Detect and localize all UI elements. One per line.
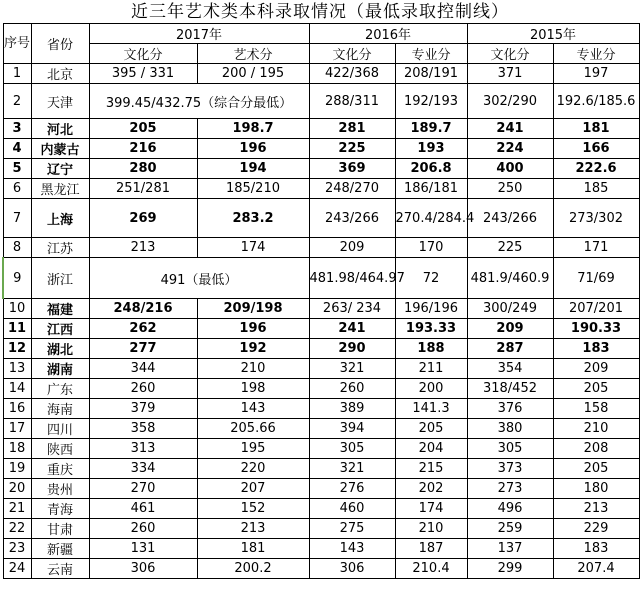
cell-2015-major: 205 xyxy=(553,459,639,479)
table-row xyxy=(3,319,639,339)
cell-2015-major: 205 xyxy=(553,379,639,399)
table-row xyxy=(3,519,639,539)
cell-2016-major: 210.4 xyxy=(395,559,467,579)
cell-province: 陕西 xyxy=(31,439,89,459)
cell-2017-culture: 131 xyxy=(89,539,197,559)
cell-2016-major: 193.33 xyxy=(395,319,467,339)
cell-no: 2 xyxy=(3,84,31,119)
table-row xyxy=(3,139,639,159)
cell-2017-art: 198.7 xyxy=(197,119,309,139)
cell-2015-major: 207/201 xyxy=(553,299,639,319)
cell-2016-culture: 321 xyxy=(309,459,395,479)
cell-2016-major: 187 xyxy=(395,539,467,559)
cell-province: 河北 xyxy=(31,119,89,139)
cell-2016-major: 205 xyxy=(395,419,467,439)
cell-2015-major: 166 xyxy=(553,139,639,159)
cell-province: 浙江 xyxy=(31,258,89,299)
cell-2017-culture: 379 xyxy=(89,399,197,419)
cell-2015-major: 229 xyxy=(553,519,639,539)
cell-2017-culture: 461 xyxy=(89,499,197,519)
cell-2015-major: 158 xyxy=(553,399,639,419)
cell-2015-culture: 241 xyxy=(467,119,553,139)
cell-2017-art: 185/210 xyxy=(197,179,309,199)
cell-no: 20 xyxy=(3,479,31,499)
table-title: 近三年艺术类本科录取情况（最低录取控制线） xyxy=(131,2,509,22)
cell-2015-major: 180 xyxy=(553,479,639,499)
cell-2015-culture: 354 xyxy=(467,359,553,379)
cell-2016-culture: 243/266 xyxy=(309,199,395,238)
cell-2017-art: 152 xyxy=(197,499,309,519)
cell-2015-culture: 273 xyxy=(467,479,553,499)
cell-2016-major: 186/181 xyxy=(395,179,467,199)
cell-2016-major: 204 xyxy=(395,439,467,459)
cell-2015-culture: 318/452 xyxy=(467,379,553,399)
cell-2016-major: 208/191 xyxy=(395,64,467,84)
cell-no: 17 xyxy=(3,419,31,439)
cell-2016-major: 188 xyxy=(395,339,467,359)
header-seq: 序号 xyxy=(3,24,31,64)
table-row xyxy=(3,258,639,299)
cell-2017-art: 198 xyxy=(197,379,309,399)
cell-2017-combined: 399.45/432.75（综合分最低） xyxy=(89,84,309,119)
cell-2015-major: 190.33 xyxy=(553,319,639,339)
cell-province: 四川 xyxy=(31,419,89,439)
cell-2015-major: 222.6 xyxy=(553,159,639,179)
cell-2016-culture: 281 xyxy=(309,119,395,139)
cell-2016-major: 196/196 xyxy=(395,299,467,319)
cell-2016-culture: 276 xyxy=(309,479,395,499)
cell-province: 辽宁 xyxy=(31,159,89,179)
header-2016: 2016年 xyxy=(309,24,467,44)
cell-2017-culture: 260 xyxy=(89,379,197,399)
cell-2017-art: 283.2 xyxy=(197,199,309,238)
cell-province: 云南 xyxy=(31,559,89,579)
cell-2017-culture: 269 xyxy=(89,199,197,238)
cell-2016-major: 270.4/284.4 xyxy=(395,199,467,238)
cell-2016-major: 211 xyxy=(395,359,467,379)
cell-2015-culture: 400 xyxy=(467,159,553,179)
table-row xyxy=(3,159,639,179)
table-row xyxy=(3,399,639,419)
table-row xyxy=(3,419,639,439)
cell-2015-major: 181 xyxy=(553,119,639,139)
cell-no: 12 xyxy=(3,339,31,359)
table-row xyxy=(3,479,639,499)
cell-2017-art: 195 xyxy=(197,439,309,459)
cell-no: 8 xyxy=(3,238,31,258)
cell-2015-major: 183 xyxy=(553,339,639,359)
cell-2017-culture: 260 xyxy=(89,519,197,539)
cell-2017-culture: 358 xyxy=(89,419,197,439)
cell-2016-culture: 394 xyxy=(309,419,395,439)
cell-province: 重庆 xyxy=(31,459,89,479)
cell-province: 福建 xyxy=(31,299,89,319)
cell-2017-art: 196 xyxy=(197,139,309,159)
cell-2017-culture: 216 xyxy=(89,139,197,159)
cell-2017-art: 213 xyxy=(197,519,309,539)
cell-province: 广东 xyxy=(31,379,89,399)
cell-no: 24 xyxy=(3,559,31,579)
cell-2017-art: 143 xyxy=(197,399,309,419)
header-province: 省份 xyxy=(31,24,89,64)
cell-2015-culture: 224 xyxy=(467,139,553,159)
table-row xyxy=(3,379,639,399)
cell-2016-major: 189.7 xyxy=(395,119,467,139)
cell-2017-culture: 280 xyxy=(89,159,197,179)
cell-no: 6 xyxy=(3,179,31,199)
cell-2016-culture: 143 xyxy=(309,539,395,559)
cell-2016-culture: 389 xyxy=(309,399,395,419)
cell-2016-culture: 290 xyxy=(309,339,395,359)
cell-2015-culture: 209 xyxy=(467,319,553,339)
cell-2017-culture: 313 xyxy=(89,439,197,459)
cell-2016-culture: 481.98/464.97 xyxy=(309,258,395,299)
cell-2015-major: 197 xyxy=(553,64,639,84)
cell-2016-major: 206.8 xyxy=(395,159,467,179)
admission-table xyxy=(2,23,640,579)
cell-2015-culture: 137 xyxy=(467,539,553,559)
cell-2017-art: 174 xyxy=(197,238,309,258)
cell-province: 新疆 xyxy=(31,539,89,559)
cell-2016-major: 170 xyxy=(395,238,467,258)
cell-2016-culture: 225 xyxy=(309,139,395,159)
cell-2015-culture: 496 xyxy=(467,499,553,519)
cell-2017-culture: 270 xyxy=(89,479,197,499)
cell-2015-culture: 373 xyxy=(467,459,553,479)
cell-2016-major: 193 xyxy=(395,139,467,159)
cell-2015-culture: 380 xyxy=(467,419,553,439)
cell-province: 江西 xyxy=(31,319,89,339)
cell-2017-culture: 248/216 xyxy=(89,299,197,319)
cell-2016-major: 72 xyxy=(395,258,467,299)
table-row xyxy=(3,64,639,84)
cell-2015-culture: 299 xyxy=(467,559,553,579)
cell-2016-culture: 275 xyxy=(309,519,395,539)
table-row xyxy=(3,559,639,579)
cell-2015-major: 210 xyxy=(553,419,639,439)
table-row xyxy=(3,539,639,559)
cell-2016-culture: 369 xyxy=(309,159,395,179)
cell-province: 内蒙古 xyxy=(31,139,89,159)
cell-2015-culture: 371 xyxy=(467,64,553,84)
cell-2015-major: 71/69 xyxy=(553,258,639,299)
cell-province: 贵州 xyxy=(31,479,89,499)
cell-2015-major: 171 xyxy=(553,238,639,258)
cell-province: 天津 xyxy=(31,84,89,119)
cell-no: 13 xyxy=(3,359,31,379)
cell-2016-major: 202 xyxy=(395,479,467,499)
cell-province: 甘肃 xyxy=(31,519,89,539)
cell-2016-major: 200 xyxy=(395,379,467,399)
cell-2015-culture: 287 xyxy=(467,339,553,359)
cell-province: 湖南 xyxy=(31,359,89,379)
cell-2017-culture: 262 xyxy=(89,319,197,339)
cell-2016-culture: 248/270 xyxy=(309,179,395,199)
cell-no: 23 xyxy=(3,539,31,559)
cell-2017-art: 200 / 195 xyxy=(197,64,309,84)
cell-2015-major: 273/302 xyxy=(553,199,639,238)
cell-2015-major: 207.4 xyxy=(553,559,639,579)
cell-2016-culture: 422/368 xyxy=(309,64,395,84)
cell-2015-culture: 300/249 xyxy=(467,299,553,319)
cell-2016-culture: 288/311 xyxy=(309,84,395,119)
cell-no: 16 xyxy=(3,399,31,419)
header-2017-art: 艺术分 xyxy=(197,44,309,64)
cell-2017-art: 209/198 xyxy=(197,299,309,319)
cell-2017-art: 181 xyxy=(197,539,309,559)
header-2017: 2017年 xyxy=(89,24,309,44)
cell-no: 4 xyxy=(3,139,31,159)
cell-2015-culture: 302/290 xyxy=(467,84,553,119)
cell-2015-major: 185 xyxy=(553,179,639,199)
cell-no: 1 xyxy=(3,64,31,84)
cell-2015-culture: 481.9/460.9 xyxy=(467,258,553,299)
cell-no: 5 xyxy=(3,159,31,179)
header-2017-culture: 文化分 xyxy=(89,44,197,64)
cell-no: 18 xyxy=(3,439,31,459)
cell-2015-culture: 376 xyxy=(467,399,553,419)
cell-2016-major: 215 xyxy=(395,459,467,479)
cell-2017-culture: 395 / 331 xyxy=(89,64,197,84)
table-row xyxy=(3,238,639,258)
cell-no: 22 xyxy=(3,519,31,539)
cell-no: 7 xyxy=(3,199,31,238)
cell-2015-major: 208 xyxy=(553,439,639,459)
cell-2016-culture: 306 xyxy=(309,559,395,579)
cell-2016-culture: 460 xyxy=(309,499,395,519)
cell-2017-culture: 277 xyxy=(89,339,197,359)
cell-2016-major: 174 xyxy=(395,499,467,519)
cell-2017-culture: 344 xyxy=(89,359,197,379)
cell-province: 北京 xyxy=(31,64,89,84)
table-row xyxy=(3,179,639,199)
cell-2017-art: 220 xyxy=(197,459,309,479)
cell-2017-culture: 213 xyxy=(89,238,197,258)
cell-2017-art: 207 xyxy=(197,479,309,499)
table-row xyxy=(3,359,639,379)
table-row xyxy=(3,299,639,319)
header-2015-culture: 文化分 xyxy=(467,44,553,64)
cell-2017-culture: 306 xyxy=(89,559,197,579)
cell-2017-culture: 334 xyxy=(89,459,197,479)
cell-no: 10 xyxy=(3,299,31,319)
cell-province: 黑龙江 xyxy=(31,179,89,199)
cell-2017-culture: 251/281 xyxy=(89,179,197,199)
cell-2016-major: 210 xyxy=(395,519,467,539)
cell-2015-major: 192.6/185.6 xyxy=(553,84,639,119)
cell-2017-culture: 205 xyxy=(89,119,197,139)
cell-2017-art: 194 xyxy=(197,159,309,179)
table-row xyxy=(3,84,639,119)
cell-2016-culture: 241 xyxy=(309,319,395,339)
cell-2017-art: 200.2 xyxy=(197,559,309,579)
header-2016-major: 专业分 xyxy=(395,44,467,64)
cell-province: 青海 xyxy=(31,499,89,519)
table-row xyxy=(3,199,639,238)
cell-province: 上海 xyxy=(31,199,89,238)
cell-2016-culture: 305 xyxy=(309,439,395,459)
cell-2017-art: 196 xyxy=(197,319,309,339)
cell-2016-major: 192/193 xyxy=(395,84,467,119)
cell-2015-major: 213 xyxy=(553,499,639,519)
table-row xyxy=(3,499,639,519)
table-row xyxy=(3,439,639,459)
cell-province: 海南 xyxy=(31,399,89,419)
cell-2016-culture: 321 xyxy=(309,359,395,379)
cell-2015-culture: 243/266 xyxy=(467,199,553,238)
cell-2015-culture: 259 xyxy=(467,519,553,539)
cell-2016-culture: 209 xyxy=(309,238,395,258)
cell-2015-culture: 250 xyxy=(467,179,553,199)
cell-no: 14 xyxy=(3,379,31,399)
cell-no: 21 xyxy=(3,499,31,519)
cell-2017-art: 205.66 xyxy=(197,419,309,439)
cell-2016-culture: 260 xyxy=(309,379,395,399)
cell-2015-culture: 305 xyxy=(467,439,553,459)
cell-2015-culture: 225 xyxy=(467,238,553,258)
cell-2015-major: 183 xyxy=(553,539,639,559)
table-row xyxy=(3,119,639,139)
header-2015: 2015年 xyxy=(467,24,639,44)
cell-no: 9 xyxy=(3,258,31,299)
cell-province: 湖北 xyxy=(31,339,89,359)
header-2016-culture: 文化分 xyxy=(309,44,395,64)
cell-2017-combined: 491（最低） xyxy=(89,258,309,299)
header-2015-major: 专业分 xyxy=(553,44,639,64)
cell-no: 11 xyxy=(3,319,31,339)
cell-no: 3 xyxy=(3,119,31,139)
cell-2016-culture: 263/ 234 xyxy=(309,299,395,319)
cell-2016-major: 141.3 xyxy=(395,399,467,419)
cell-province: 江苏 xyxy=(31,238,89,258)
table-row xyxy=(3,339,639,359)
cell-2017-art: 192 xyxy=(197,339,309,359)
table-row xyxy=(3,459,639,479)
cell-2015-major: 209 xyxy=(553,359,639,379)
cell-no: 19 xyxy=(3,459,31,479)
cell-2017-art: 210 xyxy=(197,359,309,379)
